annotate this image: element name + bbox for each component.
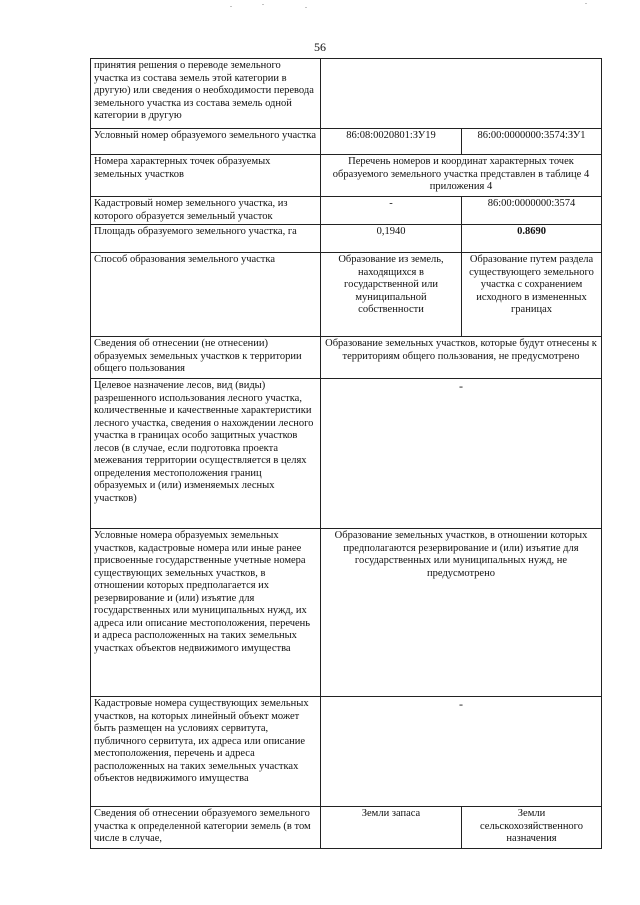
row-value-merged: Перечень номеров и координат характерных точек образуемого земельного участка представлен в таблице 4 приложения 4 — [321, 155, 602, 197]
row-value-col1: Земли запаса — [321, 807, 462, 849]
table-row — [91, 337, 602, 379]
row-label: Площадь образуемого земельного участка, га — [91, 225, 321, 253]
row-label: Кадастровый номер земельного участка, из которого образуется земельный участок — [91, 197, 321, 225]
page-number: 56 — [314, 40, 326, 54]
row-label: принятия решения о переводе земельного участка из состава земель этой категории в другую) или сведения о необходимости перевода земельного участка из состава земель одной категории в другую — [91, 59, 321, 129]
table-row — [91, 59, 602, 129]
table-row — [91, 697, 602, 807]
row-value-col2: 86:00:0000000:3574:ЗУ1 — [462, 129, 602, 155]
land-parcel-table — [90, 58, 602, 849]
row-label: Сведения об отнесении (не отнесении) образуемых земельных участков к территории общего пользования — [91, 337, 321, 379]
table-row — [91, 197, 602, 225]
table-row — [91, 253, 602, 337]
row-value-col2: 0.8690 — [462, 225, 602, 253]
scan-speck — [585, 3, 587, 4]
scan-speck — [262, 4, 264, 5]
table-row — [91, 379, 602, 529]
row-value-col2: Образование путем раздела существующего земельного участка с сохранением исходного в измененных границах — [462, 253, 602, 337]
row-value-col1: 0,1940 — [321, 225, 462, 253]
row-value-merged: Образование земельных участков, в отношении которых предполагаются резервирование и (или) изъятие для государственных или муниципальных нужд, не предусмотрено — [321, 529, 602, 697]
row-value-col1: 86:08:0020801:ЗУ19 — [321, 129, 462, 155]
row-label: Номера характерных точек образуемых земельных участков — [91, 155, 321, 197]
row-label: Способ образования земельного участка — [91, 253, 321, 337]
row-label: Целевое назначение лесов, вид (виды) разрешенного использования лесного участка, количественные и качественные характеристики лесного участка, сведения о нахождении лесного участка в границах особо защитных участков лесов (в случае, если подготовка проекта межевания территории осуществляется в целях определения местоположения границ образуемых и (или) изменяемых лесных участков) — [91, 379, 321, 529]
row-label: Условный номер образуемого земельного участка — [91, 129, 321, 155]
scan-speck — [230, 6, 232, 7]
row-value-col1: - — [321, 197, 462, 225]
row-label: Условные номера образуемых земельных участков, кадастровые номера или иные ранее присвоенные государственные учетные номера существующих земельных участков, в отношении которых предполагается их резервирование и (или) изъятие для государственных или муниципальных нужд, их адреса или описание местоположения, перечень и адреса расположенных на таких земельных участках объектов недвижимого имущества — [91, 529, 321, 697]
table-row — [91, 155, 602, 197]
row-value-col2: Земли сельскохозяйственного назначения — [462, 807, 602, 849]
row-value-merged: - — [321, 697, 602, 807]
row-label: Кадастровые номера существующих земельных участков, на которых линейный объект может быть размещен на условиях сервитута, публичного сервитута, их адреса или описание местоположения, перечень и адреса расположенных на таких земельных участках объектов недвижимого имущества — [91, 697, 321, 807]
table-row — [91, 529, 602, 697]
table-row — [91, 225, 602, 253]
scan-speck — [305, 7, 307, 8]
row-value-merged: - — [321, 379, 602, 529]
row-value-col2: 86:00:0000000:3574 — [462, 197, 602, 225]
row-value-merged: Образование земельных участков, которые будут отнесены к территориям общего пользования, не предусмотрено — [321, 337, 602, 379]
row-label: Сведения об отнесении образуемого земельного участка к определенной категории земель (в том числе в случае, — [91, 807, 321, 849]
table-row — [91, 129, 602, 155]
table-row — [91, 807, 602, 849]
row-value-merged — [321, 59, 602, 129]
row-value-col1: Образование из земель, находящихся в государственной или муниципальной собственности — [321, 253, 462, 337]
